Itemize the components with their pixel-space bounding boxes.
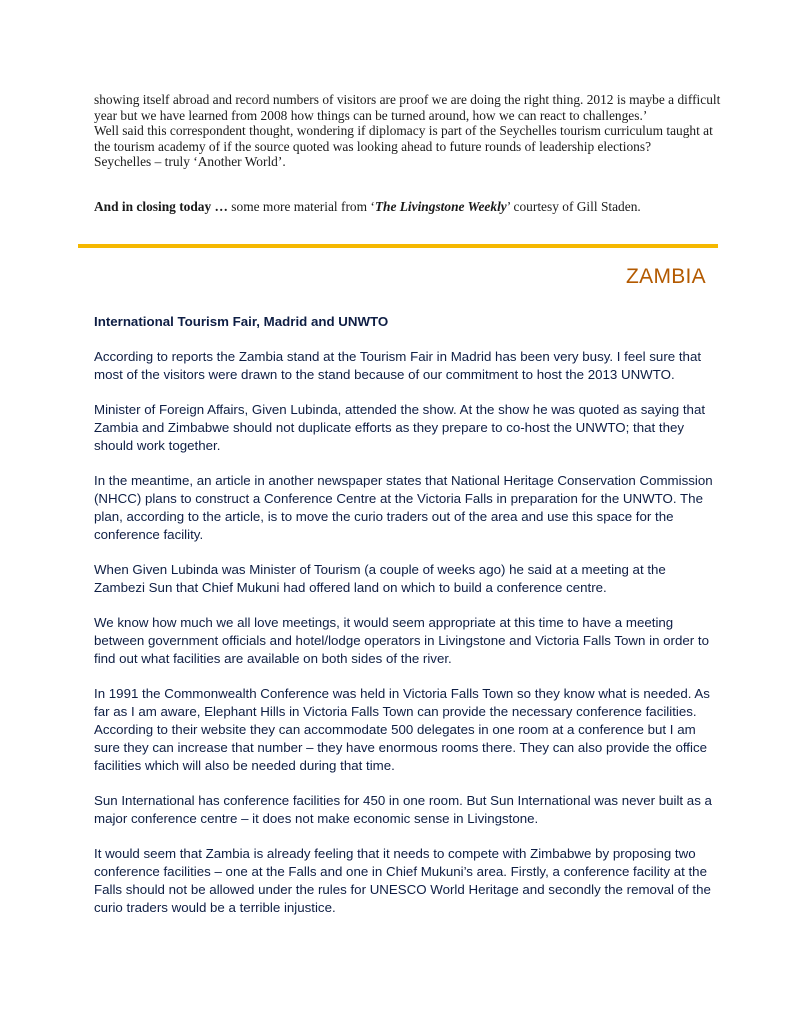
- article-paragraph: In the meantime, an article in another newspaper states that National Heritage Conservation Commission (NHCC) plans to construct a Conference Centre at the Victoria Falls in preparation for the UNWTO. The plan, according to the article, is to move the curio traders out of the area and use this space for the conference facility.: [94, 473, 713, 542]
- article-paragraph: Sun International has conference facilities for 450 in one room. But Sun International was never built as a major conference centre – it does not make economic sense in Livingstone.: [94, 793, 712, 826]
- closing-line: [94, 199, 724, 215]
- section-title: ZAMBIA: [626, 265, 706, 288]
- intro-paragraph: Seychelles – truly ‘Another World’.: [94, 154, 286, 170]
- article-heading: International Tourism Fair, Madrid and UNWTO: [94, 314, 389, 329]
- article-paragraph: We know how much we all love meetings, it would seem appropriate at this time to have a meeting between government officials and hotel/lodge operators in Livingstone and Victoria Falls Town in order to find out what facilities are available on both sides of the river.: [94, 615, 709, 666]
- article-paragraph: According to reports the Zambia stand at the Tourism Fair in Madrid has been very busy. I feel sure that most of the visitors were drawn to the stand because of our commitment to host the 2013 UNWTO.: [94, 349, 702, 382]
- intro-paragraph: Well said this correspondent thought, wondering if diplomacy is part of the Seychelles tourism curriculum taught at the tourism academy of if the source quoted was looking ahead to future rounds of leadership elections?: [94, 123, 713, 154]
- section-divider: [78, 244, 718, 248]
- closing-lead: And in closing today …: [94, 199, 228, 214]
- article: [94, 313, 714, 934]
- publication-name: The Livingstone Weekly: [374, 199, 507, 214]
- article-paragraph: When Given Lubinda was Minister of Tourism (a couple of weeks ago) he said at a meeting at the Zambezi Sun that Chief Mukuni had offered land on which to build a conference centre.: [94, 562, 666, 595]
- article-paragraph: Minister of Foreign Affairs, Given Lubinda, attended the show. At the show he was quoted as saying that Zambia and Zimbabwe should not duplicate efforts as they prepare to co-host the UNWTO; that they should work together.: [94, 402, 706, 453]
- closing-text-after: ’ courtesy of Gill Staden.: [506, 199, 641, 214]
- article-paragraph: In 1991 the Commonwealth Conference was held in Victoria Falls Town so they know what is needed. As far as I am aware, Elephant Hills in Victoria Falls Town can provide the necessary conference facilities. According to their website they can accommodate 500 delegates in one room at a conference but I am sure they can increase that number – they have enormous rooms there. They can also provide the office facilities which will also be needed during that time.: [94, 686, 710, 773]
- intro-paragraph: showing itself abroad and record numbers of visitors are proof we are doing the right thing. 2012 is maybe a difficult year but we have learned from 2008 how things can be turned around, how we can react to challenges.’: [94, 92, 721, 123]
- article-paragraph: It would seem that Zambia is already feeling that it needs to compete with Zimbabwe by proposing two conference facilities – one at the Falls and one in Chief Mukuni’s area. Firstly, a conference facility at the Falls should not be allowed under the rules for UNESCO World Heritage and secondly the removal of the curio traders would be a terrible injustice.: [94, 846, 711, 915]
- intro-text-block: [94, 92, 724, 170]
- closing-text-before: some more material from ‘: [227, 199, 375, 214]
